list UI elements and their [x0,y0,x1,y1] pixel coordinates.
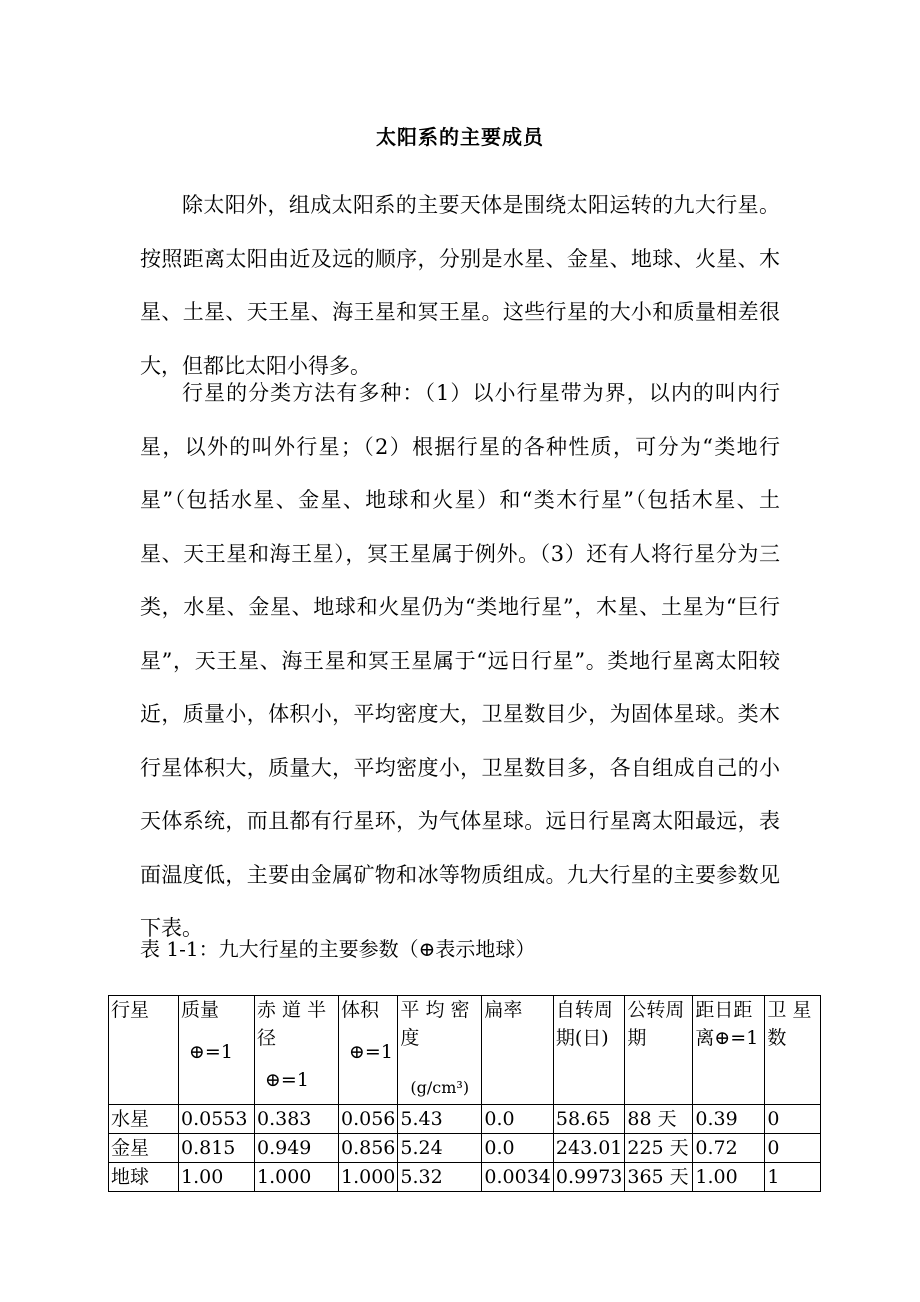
header-distance: 距日距离⊕=1 [693,996,765,1105]
cell-revolution: 365 天 [625,1163,693,1192]
cell-radius: 1.000 [255,1163,339,1192]
header-mass: 质量 ⊕=1 [179,996,255,1105]
cell-revolution: 88 天 [625,1105,693,1134]
cell-flattening: 0.0 [482,1134,553,1163]
cell-revolution: 225 天 [625,1134,693,1163]
header-volume: 体积 ⊕=1 [339,996,398,1105]
cell-density: 5.32 [398,1163,482,1192]
cell-radius: 0.383 [255,1105,339,1134]
cell-volume: 0.856 [339,1134,398,1163]
paragraph-intro: 除太阳外，组成太阳系的主要天体是围绕太阳运转的九大行星。按照距离太阳由近及远的顺序，分别是水星、金星、地球、火星、木星、土星、天王星、海王星和冥王星。这些行星的大小和质量相差很大，但都比太阳小得多。 [140,193,780,378]
table-caption: 表 1-1：九大行星的主要参数（⊕表示地球） [140,937,536,961]
paragraph-classification: 行星的分类方法有多种：（1）以小行星带为界，以内的叫内行星，以外的叫外行星；（2）根据行星的各种性质，可分为“类地行星”（包括水星、金星、地球和火星）和“类木行星”（包括木星、土星、天王星和海王星），冥王星属于例外。（3）还有人将行星分为三类，水星、金星、地球和火星仍为“类地行星”，木星、土星为“巨行星”，天王星、海王星和冥王星属于“远日行星”。类地行星离太阳较近，质量小，体积小，平均密度大，卫星数目少，为固体星球。类木行星体积大，质量大，平均密度小，卫星数目多，各自组成自己的小天体系统，而且都有行星环，为气体星球。远日行星离太阳最远，表面温度低，主要由金属矿物和冰等物质组成。九大行星的主要参数见下表。 [140,381,780,940]
table-row [109,1105,821,1134]
cell-distance: 0.39 [693,1105,765,1134]
header-density: 平 均 密度 (g/cm³) [398,996,482,1105]
cell-density: 5.24 [398,1134,482,1163]
cell-rotation: 243.01 [553,1134,624,1163]
table-row [109,1134,821,1163]
cell-rotation: 58.65 [553,1105,624,1134]
cell-mass: 0.815 [179,1134,255,1163]
cell-volume: 1.000 [339,1163,398,1192]
cell-satellites: 0 [765,1134,821,1163]
cell-density: 5.43 [398,1105,482,1134]
cell-rotation: 0.9973 [553,1163,624,1192]
header-planet: 行星 [109,996,179,1105]
cell-mass: 1.00 [179,1163,255,1192]
cell-satellites: 1 [765,1163,821,1192]
header-satellites: 卫 星数 [765,996,821,1105]
header-flattening: 扁率 [482,996,553,1105]
page-title: 太阳系的主要成员 [376,125,544,149]
header-revolution: 公转周期 [625,996,693,1105]
header-rotation: 自转周期(日) [553,996,624,1105]
cell-distance: 1.00 [693,1163,765,1192]
table-row [109,1163,821,1192]
cell-satellites: 0 [765,1105,821,1134]
cell-volume: 0.056 [339,1105,398,1134]
cell-flattening: 0.0 [482,1105,553,1134]
planet-parameters-table [108,995,821,1192]
cell-planet: 金星 [109,1134,179,1163]
cell-radius: 0.949 [255,1134,339,1163]
cell-mass: 0.0553 [179,1105,255,1134]
header-radius: 赤 道 半径 ⊕=1 [255,996,339,1105]
cell-planet: 地球 [109,1163,179,1192]
cell-distance: 0.72 [693,1134,765,1163]
table-header-row [109,996,821,1105]
cell-planet: 水星 [109,1105,179,1134]
cell-flattening: 0.0034 [482,1163,553,1192]
